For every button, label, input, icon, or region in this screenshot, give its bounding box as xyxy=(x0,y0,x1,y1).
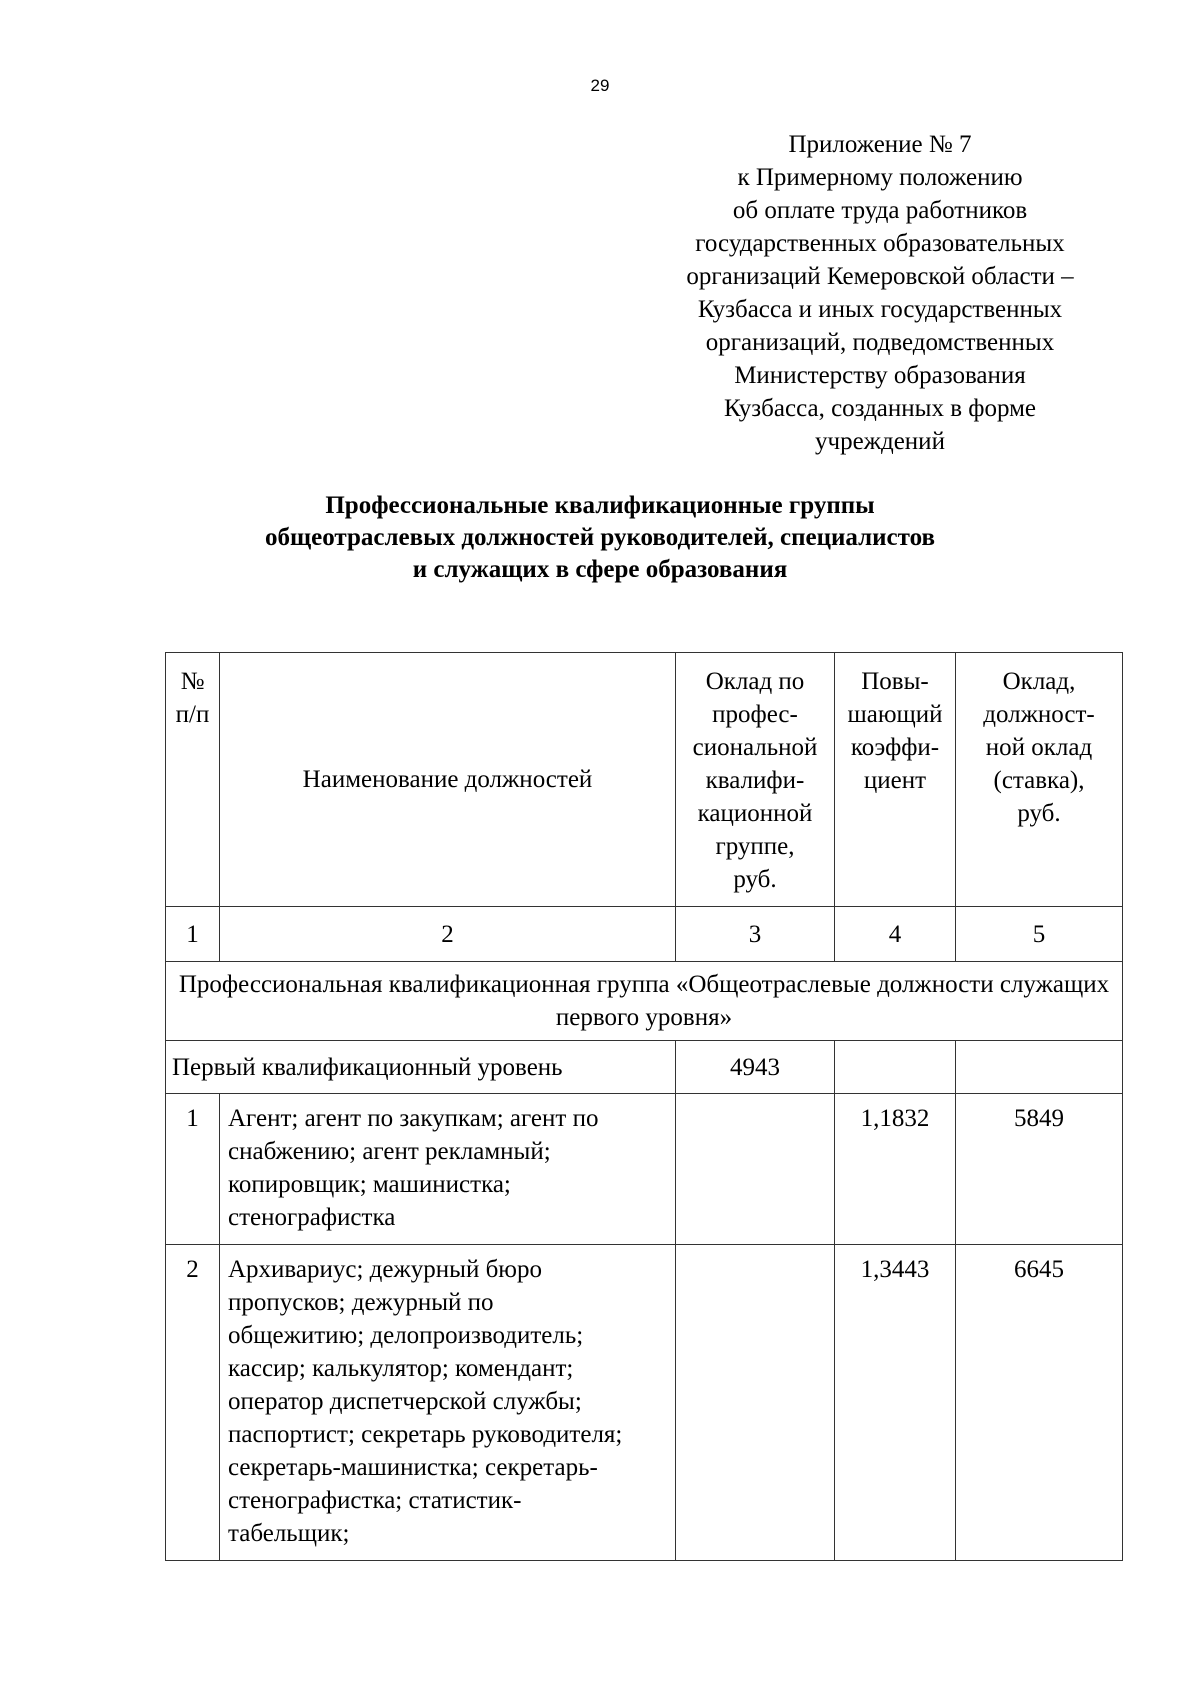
appendix-header xyxy=(660,128,1100,458)
column-numbers-row xyxy=(166,907,1123,962)
row-number: 2 xyxy=(166,1245,220,1561)
appendix-line: Кузбасса и иных государственных xyxy=(697,296,1063,323)
level-coefficient xyxy=(835,1041,956,1094)
group-row xyxy=(166,962,1123,1041)
level-final-salary xyxy=(956,1041,1123,1094)
row-base-salary xyxy=(676,1094,835,1245)
row-coefficient: 1,1832 xyxy=(835,1094,956,1245)
page-number: 29 xyxy=(590,76,610,95)
row-coefficient: 1,3443 xyxy=(835,1245,956,1561)
row-final-salary: 6645 xyxy=(956,1245,1123,1561)
header-name: Наименование должностей xyxy=(220,653,676,907)
header-base-salary: Оклад по профес- сиональной квалифи- кационной группе, руб. xyxy=(676,653,835,907)
row-positions: Агент; агент по закупкам; агент по снабжению; агент рекламный; копировщик; машинистка; стенографистка xyxy=(220,1094,676,1245)
group-title: Профессиональная квалификационная группа «Общеотраслевые должности служащих первого уровня» xyxy=(166,962,1123,1041)
appendix-line: учреждений xyxy=(815,428,945,455)
row-number: 1 xyxy=(166,1094,220,1245)
header-no: № п/п xyxy=(166,653,220,907)
column-number: 2 xyxy=(220,907,676,962)
row-positions: Архивариус; дежурный бюро пропусков; дежурный по общежитию; делопроизводитель; кассир; калькулятор; комендант; оператор диспетчерской службы; паспортист; секретарь руководителя; секретарь-машинистка; секретарь- стенографистка; статистик- табельщик; xyxy=(220,1245,676,1561)
appendix-line: к Примерному положению xyxy=(737,164,1023,191)
header-coefficient: Повы- шающий коэффи- циент xyxy=(835,653,956,907)
title-line: Профессиональные квалификационные группы xyxy=(325,492,875,519)
column-number: 4 xyxy=(835,907,956,962)
row-base-salary xyxy=(676,1245,835,1561)
salary-table xyxy=(165,652,1123,1561)
title-line: общеотраслевых должностей руководителей, специалистов xyxy=(265,524,935,551)
appendix-line: Кузбасса, созданных в форме xyxy=(723,395,1036,422)
level-name: Первый квалификационный уровень xyxy=(166,1041,676,1094)
appendix-line: Министерству образования xyxy=(734,362,1026,389)
appendix-line: Приложение № 7 xyxy=(788,131,972,158)
table-header-row xyxy=(166,653,1123,907)
column-number: 1 xyxy=(166,907,220,962)
appendix-line: организаций, подведомственных xyxy=(705,329,1055,356)
column-number: 5 xyxy=(956,907,1123,962)
table-row xyxy=(166,1245,1123,1561)
header-final-salary: Оклад, должност- ной оклад (ставка), руб. xyxy=(956,653,1123,907)
appendix-line: об оплате труда работников xyxy=(732,197,1028,224)
level-base-salary: 4943 xyxy=(676,1041,835,1094)
table-row xyxy=(166,1094,1123,1245)
row-final-salary: 5849 xyxy=(956,1094,1123,1245)
appendix-line: государственных образовательных xyxy=(695,230,1065,257)
title-line: и служащих в сфере образования xyxy=(412,556,788,583)
document-title xyxy=(150,490,1050,586)
column-number: 3 xyxy=(676,907,835,962)
appendix-line: организаций Кемеровской области – xyxy=(686,263,1074,290)
level-row xyxy=(166,1041,1123,1094)
